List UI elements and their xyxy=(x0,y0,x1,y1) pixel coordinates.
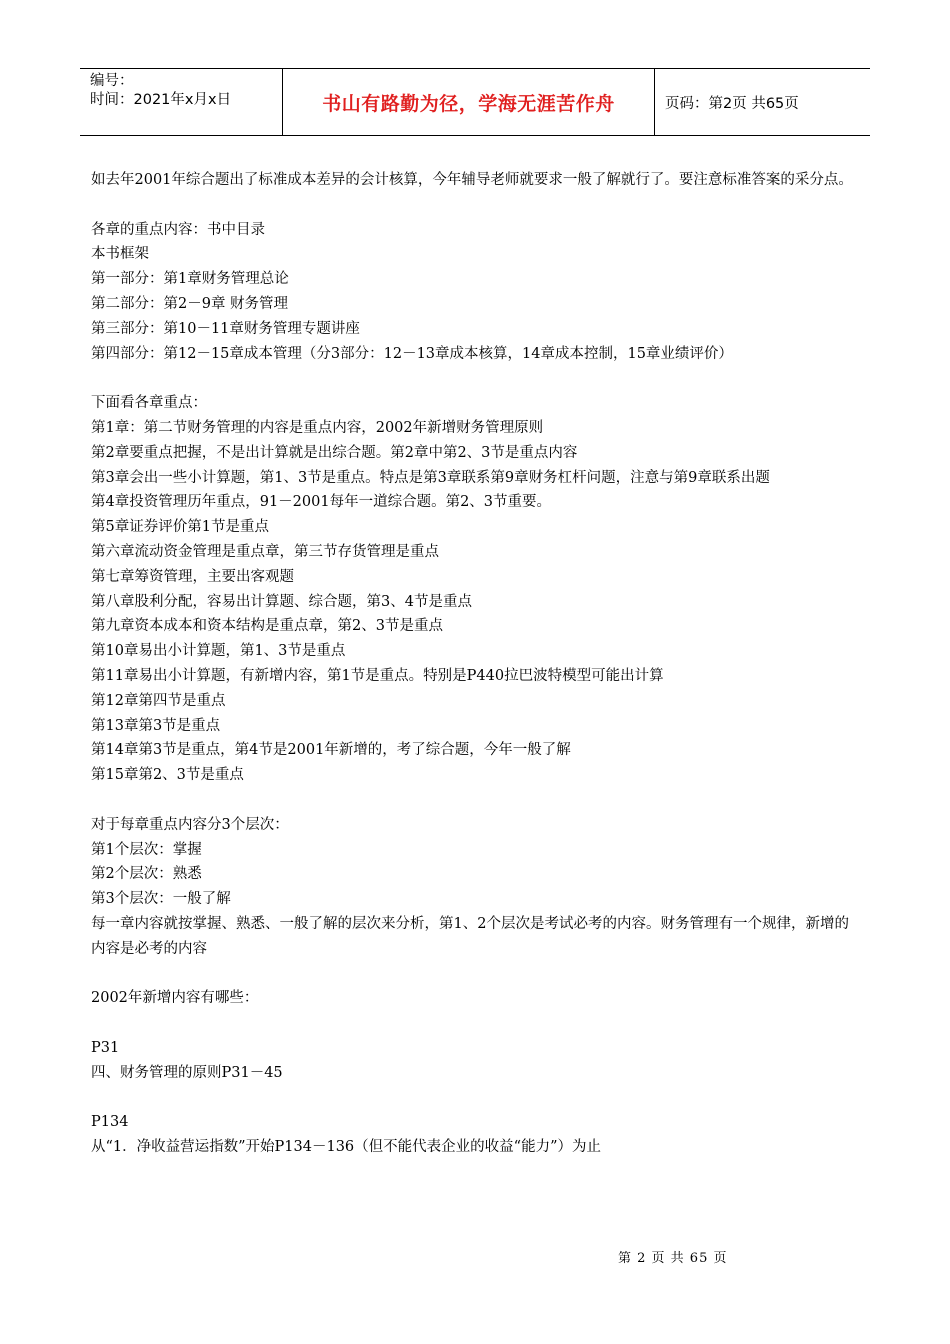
blank-line xyxy=(91,1011,861,1036)
blank-line xyxy=(91,193,861,218)
text-line: 第三部分：第10－11章财务管理专题讲座 xyxy=(91,320,360,337)
text-line: 第七章筹资管理，主要出客观题 xyxy=(91,568,294,585)
text-line: 第3章会出一些小计算题，第1、3节是重点。特点是第3章联系第9章财务杠杆问题，注意与第9章联系出题 xyxy=(91,469,770,486)
text-line: 第14章第3节是重点，第4节是2001年新增的，考了综合题，今年一般了解 xyxy=(91,742,571,759)
document-body xyxy=(91,168,861,1160)
blank-line xyxy=(91,788,861,813)
header-motto: 书山有路勤为径，学海无涯苦作舟 xyxy=(282,69,655,135)
text-line: P31 xyxy=(91,1039,120,1056)
blank-line xyxy=(91,962,861,987)
text-line: 2002年新增内容有哪些： xyxy=(91,990,259,1007)
text-line: 第二部分：第2－9章 财务管理 xyxy=(91,295,289,312)
text-line: 第5章证券评价第1节是重点 xyxy=(91,519,269,536)
text-line: 第4章投资管理历年重点，91－2001每年一道综合题。第2、3节重要。 xyxy=(91,494,552,511)
text-line: 从“1．净收益营运指数”开始P134－136（但不能代表企业的收益“能力”）为止 xyxy=(91,1139,601,1156)
text-line: 第3个层次：一般了解 xyxy=(91,891,231,908)
text-line: 第六章流动资金管理是重点章，第三节存货管理是重点 xyxy=(91,543,439,560)
text-line: 第15章第2、3节是重点 xyxy=(91,767,244,784)
text-line: 对于每章重点内容分3个层次： xyxy=(91,816,289,833)
text-line: 第八章股利分配，容易出计算题、综合题，第3、4节是重点 xyxy=(91,593,472,610)
text-line: P134 xyxy=(91,1114,129,1131)
text-line: 第10章易出小计算题，第1、3节是重点 xyxy=(91,643,346,660)
page-footer: 第 2 页 共 65 页 xyxy=(618,1251,728,1266)
text-line: 本书框架 xyxy=(91,246,149,263)
text-line: 如去年2001年综合题出了标准成本差异的会计核算，今年辅导老师就要求一般了解就行了。要注意标准答案的采分点。 xyxy=(91,172,853,188)
blank-line xyxy=(91,366,861,391)
blank-line xyxy=(91,1085,861,1110)
text-line: 每一章内容就按掌握、熟悉、一般了解的层次来分析，第1、2个层次是考试必考的内容。财务管理有一个规律，新增的内容是必考的内容 xyxy=(91,915,849,957)
text-line: 第1章：第二节财务管理的内容是重点内容，2002年新增财务管理原则 xyxy=(91,419,544,436)
text-line: 第1个层次：掌握 xyxy=(91,841,202,858)
text-line: 第九章资本成本和资本结构是重点章，第2、3节是重点 xyxy=(91,618,443,635)
text-line: 第2个层次：熟悉 xyxy=(91,866,202,883)
page-header xyxy=(80,68,870,136)
text-line: 下面看各章重点： xyxy=(91,395,207,412)
text-line: 第11章易出小计算题，有新增内容，第1节是重点。特别是P440拉巴波特模型可能出计算 xyxy=(91,667,664,684)
document-number-label: 编号： xyxy=(90,73,134,89)
text-line: 第2章要重点把握，不是出计算就是出综合题。第2章中第2、3节是重点内容 xyxy=(91,444,578,461)
text-line: 第12章第四节是重点 xyxy=(91,692,226,709)
header-page-info: 页码：第2页 共65页 xyxy=(665,95,799,112)
document-time-label: 时间：2021年x月x日 xyxy=(90,92,232,108)
header-meta xyxy=(80,69,282,135)
text-line: 第一部分：第1章财务管理总论 xyxy=(91,271,289,288)
text-line: 第四部分：第12－15章成本管理（分3部分：12－13章成本核算，14章成本控制，15章业绩评价） xyxy=(91,345,733,362)
text-line: 四、财务管理的原则P31－45 xyxy=(91,1064,283,1081)
text-line: 各章的重点内容：书中目录 xyxy=(91,221,265,238)
text-line: 第13章第3节是重点 xyxy=(91,717,221,734)
